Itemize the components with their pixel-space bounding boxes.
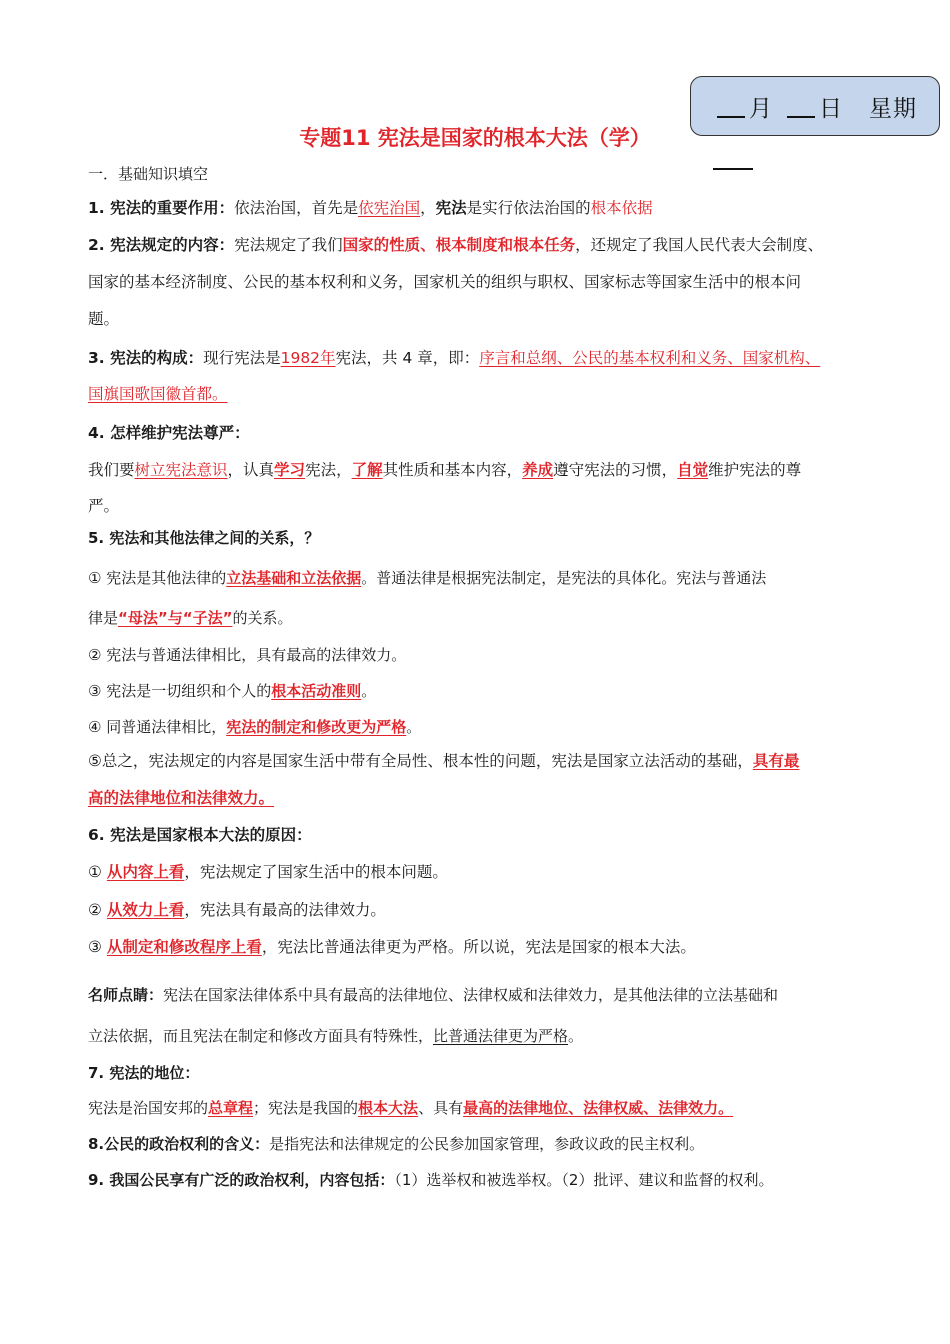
item-5-text: ⑤总之，宪法规定的内容是国家生活中带有全局性、根本性的问题，宪法是国家立法活动的基础， [88, 752, 753, 770]
item-1 [88, 198, 653, 218]
item-6-number: ② [88, 901, 102, 919]
item-5-answer: 具有最 [752, 752, 800, 770]
item-3-answer: 序言和总纲、公民的基本权利和义务、国家机构、 [479, 349, 821, 367]
item-3-line-2: 国旗国歌国徽首都。 [88, 385, 228, 403]
item-5-text: ① 宪法是其他法律的 [88, 569, 227, 587]
item-5-text: 的关系。 [232, 609, 293, 627]
item-1-text: 依法治国，首先是 [234, 199, 359, 217]
item-6-number: ① [88, 863, 102, 881]
item-5-answer: “母法”与“子法” [118, 609, 233, 627]
section-heading: 一．基础知识填空 [88, 165, 209, 183]
teacher-tip-text: 立法依据，而且宪法在制定和修改方面具有特殊性， [88, 1027, 434, 1045]
item-6-text: ，宪法具有最高的法律效力。 [184, 901, 386, 919]
item-5-p2: ② 宪法与普通法律相比，具有最高的法律效力。 [88, 646, 407, 664]
item-9-text: （1）选举权和被选举权。（2）批评、建议和监督的权利。 [394, 1171, 774, 1189]
item-4-text: 其性质和基本内容， [382, 461, 523, 479]
item-9-head: 9. 我国公民享有广泛的政治权利，内容包括： [88, 1171, 395, 1189]
item-5-p5 [88, 751, 799, 771]
teacher-tip-underlined: 比普通法律更为严格 [433, 1027, 569, 1045]
item-3-text: 现行宪法是 [203, 349, 281, 367]
item-5-text: ③ 宪法是一切组织和个人的 [88, 682, 272, 700]
item-3 [88, 348, 820, 368]
item-7-text: 宪法是治国安邦的 [88, 1099, 209, 1117]
item-7-answer: 最高的法律地位、法律权威、法律效力。 [463, 1099, 734, 1117]
item-4-head: 4. 怎样维护宪法尊严： [88, 424, 250, 442]
item-4-answer: 树立宪法意识 [134, 461, 228, 479]
item-6-answer: 从内容上看 [106, 863, 185, 881]
item-4-line-2: 严。 [88, 497, 120, 515]
item-7-head: 7. 宪法的地位： [88, 1064, 200, 1082]
day-blank [787, 94, 815, 118]
item-4-text: 我们要 [88, 461, 135, 479]
item-7-answer: 根本大法 [358, 1099, 419, 1117]
item-5-answer: 立法基础和立法依据 [226, 569, 362, 587]
week-blank [713, 168, 753, 170]
teacher-tip [88, 985, 778, 1005]
item-5-head: 5. 宪法和其他法律之间的关系，？ [88, 529, 320, 547]
item-9 [88, 1170, 773, 1190]
item-4-text: 宪法， [305, 461, 352, 479]
item-2 [88, 235, 823, 255]
item-1-answer: 依宪治国 [358, 199, 421, 217]
item-5-text: 律是 [88, 609, 119, 627]
item-3-head: 3. 宪法的构成： [88, 349, 204, 367]
item-1-bold: 宪法 [435, 199, 467, 217]
item-1-text: 是实行依法治国的 [466, 199, 591, 217]
item-2-answer: 国家的性质、根本制度和根本任务 [342, 236, 576, 254]
item-6-head: 6. 宪法是国家根本大法的原因： [88, 826, 312, 844]
item-6-p1 [88, 862, 448, 882]
item-6-answer: 从制定和修改程序上看 [106, 938, 262, 956]
item-5-answer: 宪法的制定和修改更为严格 [226, 718, 407, 736]
item-2-text: ，还规定了我国人民代表大会制度、 [575, 236, 824, 254]
item-1-head: 1. 宪法的重要作用： [88, 199, 235, 217]
item-6-text: ，宪法规定了国家生活中的根本问题。 [184, 863, 448, 881]
day-label: 日 [819, 95, 843, 122]
teacher-tip-text: 宪法在国家法律体系中具有最高的法律地位、法律权威和法律效力，是其他法律的立法基础和 [163, 986, 779, 1004]
item-8-head: 8.公民的政治权利的含义： [88, 1135, 270, 1153]
item-5-p5-line-2: 高的法律地位和法律效力。 [88, 789, 275, 807]
item-6-p3 [88, 937, 696, 957]
item-5-p4 [88, 717, 421, 737]
teacher-tip-text: 。 [568, 1027, 584, 1045]
item-5-answer: 根本活动准则 [271, 682, 362, 700]
item-2-line-3: 题。 [88, 310, 120, 328]
page-title: 专题11 宪法是国家的根本大法（学） [299, 126, 651, 150]
teacher-tip-head: 名师点睛： [88, 986, 164, 1004]
item-4 [88, 460, 801, 480]
item-4-answer: 养成 [522, 461, 554, 479]
teacher-tip-line-2 [88, 1026, 583, 1046]
item-3-text: 宪法，共 4 章，即： [335, 349, 480, 367]
item-1-answer: 根本依据 [590, 199, 653, 217]
item-2-head: 2. 宪法规定的内容： [88, 236, 235, 254]
item-4-answer: 学习 [274, 461, 306, 479]
item-5-text: 。 [406, 718, 422, 736]
item-3-answer: 1982年 [280, 349, 336, 367]
item-7-text: ；宪法是我国的 [253, 1099, 359, 1117]
item-2-line-2: 国家的基本经济制度、公民的基本权利和义务，国家机关的组织与职权、国家标志等国家生活中的根本问 [88, 273, 802, 291]
item-4-text: ，认真 [227, 461, 275, 479]
item-8-text: 是指宪法和法律规定的公民参加国家管理，参政议政的民主权利。 [269, 1135, 705, 1153]
item-6-number: ③ [88, 938, 102, 956]
item-4-text: 遵守宪法的习惯， [553, 461, 678, 479]
item-5-p1 [88, 568, 766, 588]
item-7 [88, 1098, 733, 1118]
item-5-text: 。普通法律是根据宪法制定，是宪法的具体化。宪法与普通法 [361, 569, 767, 587]
item-4-answer: 了解 [351, 461, 383, 479]
item-6-p2 [88, 900, 386, 920]
item-4-text: 维护宪法的尊 [708, 461, 802, 479]
month-blank [717, 94, 745, 118]
item-5-text: 。 [361, 682, 377, 700]
item-4-answer: 自觉 [677, 461, 709, 479]
item-2-text: 宪法规定了我们 [234, 236, 343, 254]
item-7-text: 、具有 [418, 1099, 464, 1117]
item-5-text: ④ 同普通法律相比， [88, 718, 227, 736]
item-5-p1-line-2 [88, 608, 292, 628]
week-label: 星期 [869, 95, 917, 122]
item-5-p3 [88, 681, 376, 701]
item-6-answer: 从效力上看 [106, 901, 185, 919]
item-8 [88, 1134, 704, 1154]
item-6-text: ，宪法比普通法律更为严格。所以说，宪法是国家的根本大法。 [261, 938, 696, 956]
month-label: 月 [749, 95, 773, 122]
item-1-text: ， [420, 199, 436, 217]
item-7-answer: 总章程 [208, 1099, 254, 1117]
